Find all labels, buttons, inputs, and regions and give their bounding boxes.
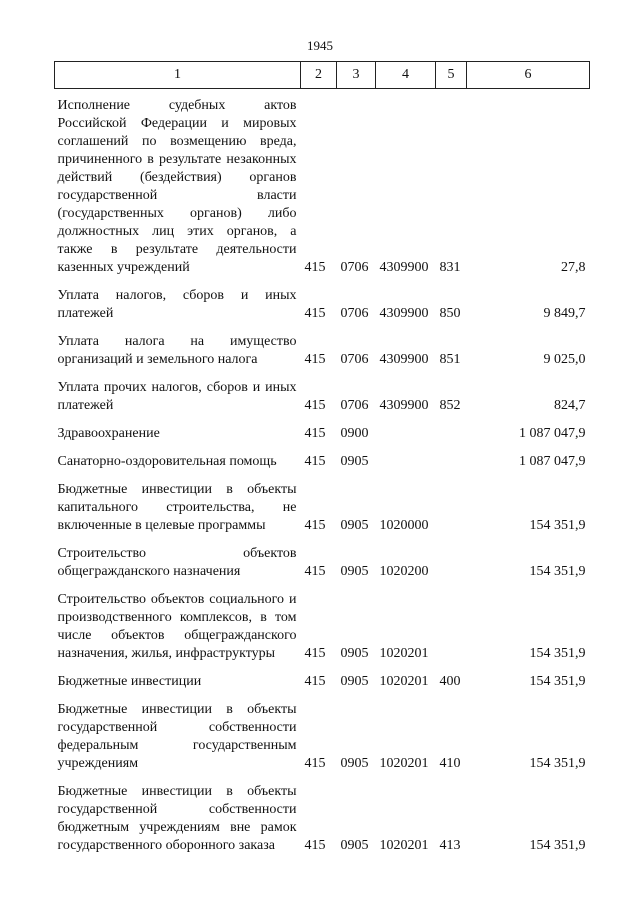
row-amount-cell: 154 351,9 — [529, 674, 586, 689]
row-type-cell: 413 — [439, 838, 461, 853]
row-target-cell: 1020201 — [379, 756, 429, 771]
table-row — [55, 545, 590, 591]
row-chapter-cell: 415 — [304, 518, 326, 533]
row-chapter-cell: 415 — [304, 454, 326, 469]
row-name-cell: Здравоохранение — [57, 426, 160, 441]
table-row — [55, 287, 590, 333]
row-chapter-cell: 415 — [304, 426, 326, 441]
row-type-cell — [436, 453, 467, 481]
row-target-cell: 1020200 — [379, 564, 429, 579]
row-target-cell: 4309900 — [379, 260, 429, 275]
row-type-cell: 400 — [439, 674, 461, 689]
row-amount-cell: 154 351,9 — [529, 838, 586, 853]
table-header — [55, 62, 590, 89]
row-type-cell — [436, 591, 467, 673]
row-section-cell: 0905 — [340, 518, 369, 533]
table-row — [55, 379, 590, 425]
header-col-2: 2 — [301, 62, 337, 89]
row-amount-cell: 9 025,0 — [543, 352, 586, 367]
table-row — [55, 591, 590, 673]
row-amount-cell: 154 351,9 — [529, 518, 586, 533]
row-name-cell: Строительство объектов общегражданского назначения — [57, 546, 297, 579]
row-section-cell: 0905 — [340, 674, 369, 689]
row-type-cell — [436, 481, 467, 545]
row-target-cell: 1020201 — [379, 674, 429, 689]
header-col-5: 5 — [436, 62, 467, 89]
row-amount-cell: 9 849,7 — [543, 306, 586, 321]
table-row — [55, 333, 590, 379]
row-section-cell: 0900 — [340, 426, 369, 441]
row-chapter-cell: 415 — [304, 674, 326, 689]
row-type-cell: 851 — [439, 352, 461, 367]
row-section-cell: 0905 — [340, 454, 369, 469]
row-chapter-cell: 415 — [304, 398, 326, 413]
row-type-cell: 410 — [439, 756, 461, 771]
row-amount-cell: 154 351,9 — [529, 564, 586, 579]
row-section-cell: 0706 — [340, 306, 369, 321]
header-col-1: 1 — [55, 62, 301, 89]
row-name-cell: Бюджетные инвестиции в объекты государственной собственности федеральным государственным учреждениям — [57, 702, 297, 771]
row-chapter-cell: 415 — [304, 564, 326, 579]
row-section-cell: 0706 — [340, 352, 369, 367]
table-body — [55, 89, 590, 866]
row-type-cell — [436, 545, 467, 591]
table-row — [55, 783, 590, 865]
budget-table — [54, 61, 590, 865]
row-type-cell — [436, 425, 467, 453]
row-chapter-cell: 415 — [304, 646, 326, 661]
table-row — [55, 481, 590, 545]
row-name-cell: Уплата налога на имущество организаций и земельного налога — [57, 334, 297, 367]
row-target-cell: 1020000 — [379, 518, 429, 533]
table-row — [55, 673, 590, 701]
row-target-cell — [376, 425, 436, 453]
table-row — [55, 425, 590, 453]
row-target-cell: 4309900 — [379, 398, 429, 413]
row-chapter-cell: 415 — [304, 352, 326, 367]
row-name-cell: Уплата налогов, сборов и иных платежей — [57, 288, 297, 321]
table-row — [55, 89, 590, 288]
row-amount-cell: 824,7 — [554, 398, 586, 413]
row-type-cell: 850 — [439, 306, 461, 321]
row-name-cell: Исполнение судебных актов Российской Федерации и мировых соглашений по возмещению вреда, причиненного в результате незаконных действий (бездействия) органов государственной власти (государственных органов) либо должностных лиц этих органов, а также в результате деятельности казенных учреждений — [57, 98, 297, 275]
row-name-cell: Бюджетные инвестиции в объекты капитального строительства, не включенные в целевые программы — [57, 482, 297, 533]
row-type-cell: 852 — [439, 398, 461, 413]
row-name-cell: Уплата прочих налогов, сборов и иных платежей — [57, 380, 297, 413]
row-section-cell: 0706 — [340, 398, 369, 413]
header-col-4: 4 — [376, 62, 436, 89]
row-amount-cell: 1 087 047,9 — [519, 454, 586, 469]
row-amount-cell: 27,8 — [561, 260, 586, 275]
row-amount-cell: 154 351,9 — [529, 646, 586, 661]
row-amount-cell: 154 351,9 — [529, 756, 586, 771]
row-target-cell: 4309900 — [379, 352, 429, 367]
header-col-6: 6 — [467, 62, 590, 89]
row-chapter-cell: 415 — [304, 306, 326, 321]
row-chapter-cell: 415 — [304, 756, 326, 771]
row-section-cell: 0905 — [340, 838, 369, 853]
row-section-cell: 0905 — [340, 756, 369, 771]
row-name-cell: Бюджетные инвестиции — [57, 674, 202, 689]
header-col-3: 3 — [337, 62, 376, 89]
row-chapter-cell: 415 — [304, 838, 326, 853]
row-section-cell: 0706 — [340, 260, 369, 275]
row-amount-cell: 1 087 047,9 — [519, 426, 586, 441]
row-target-cell: 1020201 — [379, 646, 429, 661]
row-target-cell — [376, 453, 436, 481]
row-name-cell: Санаторно-оздоровительная помощь — [57, 454, 277, 469]
row-name-cell: Бюджетные инвестиции в объекты государственной собственности бюджетным учреждениям вне рамок государственного оборонного заказа — [57, 784, 297, 853]
table-row — [55, 453, 590, 481]
page-number: 1945 — [307, 38, 333, 53]
row-type-cell: 831 — [439, 260, 461, 275]
row-chapter-cell: 415 — [304, 260, 326, 275]
row-section-cell: 0905 — [340, 646, 369, 661]
row-target-cell: 4309900 — [379, 306, 429, 321]
row-name-cell: Строительство объектов социального и производственного комплексов, в том числе объектов общегражданского назначения, жилья, инфраструктуры — [57, 592, 297, 661]
table-row — [55, 701, 590, 783]
row-section-cell: 0905 — [340, 564, 369, 579]
row-target-cell: 1020201 — [379, 838, 429, 853]
